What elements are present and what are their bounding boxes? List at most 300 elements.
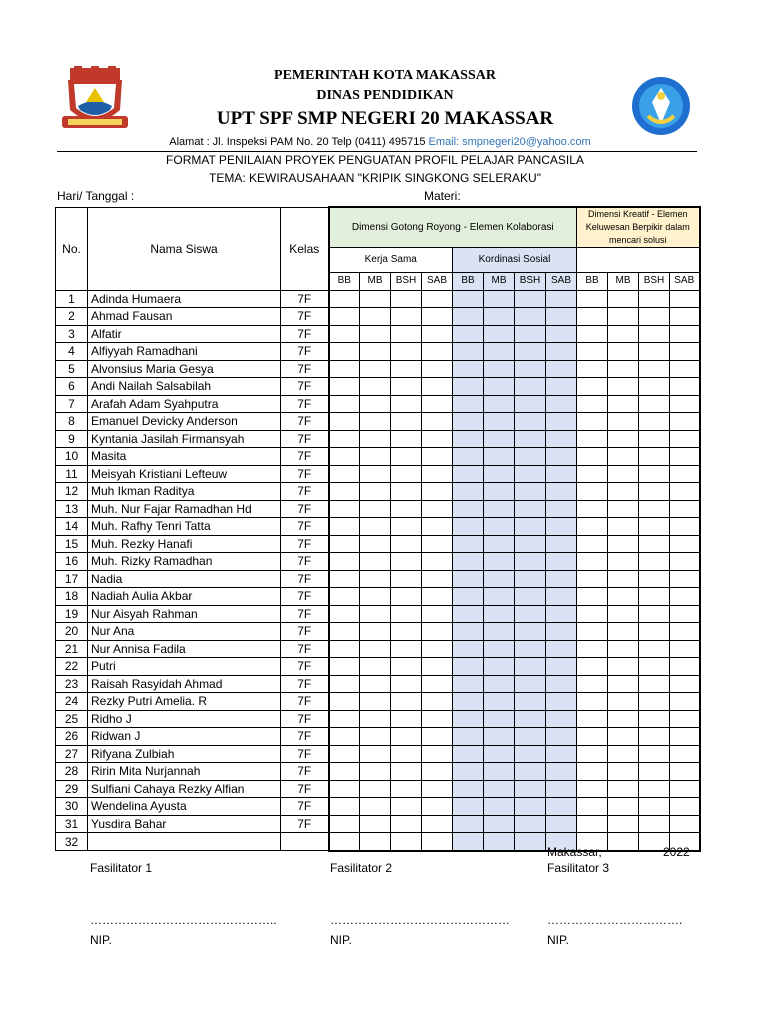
score-cell[interactable] xyxy=(453,728,484,746)
score-cell[interactable] xyxy=(608,728,639,746)
score-cell[interactable] xyxy=(329,308,360,326)
score-cell[interactable] xyxy=(670,378,700,396)
score-cell[interactable] xyxy=(608,325,639,343)
score-cell[interactable] xyxy=(329,430,360,448)
score-cell[interactable] xyxy=(422,518,453,536)
score-cell[interactable] xyxy=(484,728,515,746)
score-cell[interactable] xyxy=(391,553,422,571)
score-cell[interactable] xyxy=(422,465,453,483)
score-cell[interactable] xyxy=(360,430,391,448)
score-cell[interactable] xyxy=(577,395,608,413)
score-cell[interactable] xyxy=(639,500,670,518)
score-cell[interactable] xyxy=(360,588,391,606)
score-cell[interactable] xyxy=(577,483,608,501)
score-cell[interactable] xyxy=(391,430,422,448)
score-cell[interactable] xyxy=(546,693,577,711)
score-cell[interactable] xyxy=(515,745,546,763)
score-cell[interactable] xyxy=(577,343,608,361)
score-cell[interactable] xyxy=(670,780,700,798)
score-cell[interactable] xyxy=(515,500,546,518)
score-cell[interactable] xyxy=(329,500,360,518)
score-cell[interactable] xyxy=(670,570,700,588)
score-cell[interactable] xyxy=(515,728,546,746)
score-cell[interactable] xyxy=(546,553,577,571)
score-cell[interactable] xyxy=(608,343,639,361)
score-cell[interactable] xyxy=(391,343,422,361)
score-cell[interactable] xyxy=(608,605,639,623)
score-cell[interactable] xyxy=(515,343,546,361)
score-cell[interactable] xyxy=(484,378,515,396)
score-cell[interactable] xyxy=(546,623,577,641)
score-cell[interactable] xyxy=(670,518,700,536)
score-cell[interactable] xyxy=(639,378,670,396)
score-cell[interactable] xyxy=(391,378,422,396)
score-cell[interactable] xyxy=(484,833,515,851)
score-cell[interactable] xyxy=(391,815,422,833)
score-cell[interactable] xyxy=(608,833,639,851)
score-cell[interactable] xyxy=(391,798,422,816)
score-cell[interactable] xyxy=(515,430,546,448)
score-cell[interactable] xyxy=(546,675,577,693)
score-cell[interactable] xyxy=(577,623,608,641)
score-cell[interactable] xyxy=(360,728,391,746)
score-cell[interactable] xyxy=(670,815,700,833)
score-cell[interactable] xyxy=(453,798,484,816)
score-cell[interactable] xyxy=(329,465,360,483)
score-cell[interactable] xyxy=(608,413,639,431)
score-cell[interactable] xyxy=(670,290,700,308)
score-cell[interactable] xyxy=(546,378,577,396)
score-cell[interactable] xyxy=(608,658,639,676)
score-cell[interactable] xyxy=(484,308,515,326)
score-cell[interactable] xyxy=(360,710,391,728)
score-cell[interactable] xyxy=(577,745,608,763)
score-cell[interactable] xyxy=(515,640,546,658)
score-cell[interactable] xyxy=(484,658,515,676)
score-cell[interactable] xyxy=(639,535,670,553)
score-cell[interactable] xyxy=(515,780,546,798)
score-cell[interactable] xyxy=(670,675,700,693)
score-cell[interactable] xyxy=(639,780,670,798)
score-cell[interactable] xyxy=(484,430,515,448)
score-cell[interactable] xyxy=(546,815,577,833)
score-cell[interactable] xyxy=(515,413,546,431)
score-cell[interactable] xyxy=(422,798,453,816)
score-cell[interactable] xyxy=(546,518,577,536)
score-cell[interactable] xyxy=(546,395,577,413)
score-cell[interactable] xyxy=(453,815,484,833)
score-cell[interactable] xyxy=(360,325,391,343)
score-cell[interactable] xyxy=(422,728,453,746)
score-cell[interactable] xyxy=(329,395,360,413)
score-cell[interactable] xyxy=(639,465,670,483)
score-cell[interactable] xyxy=(577,763,608,781)
score-cell[interactable] xyxy=(360,465,391,483)
score-cell[interactable] xyxy=(360,413,391,431)
score-cell[interactable] xyxy=(515,448,546,466)
score-cell[interactable] xyxy=(608,623,639,641)
score-cell[interactable] xyxy=(453,378,484,396)
score-cell[interactable] xyxy=(546,710,577,728)
score-cell[interactable] xyxy=(546,500,577,518)
score-cell[interactable] xyxy=(546,798,577,816)
score-cell[interactable] xyxy=(360,360,391,378)
score-cell[interactable] xyxy=(608,588,639,606)
score-cell[interactable] xyxy=(329,658,360,676)
score-cell[interactable] xyxy=(391,308,422,326)
score-cell[interactable] xyxy=(391,518,422,536)
score-cell[interactable] xyxy=(391,833,422,851)
score-cell[interactable] xyxy=(453,588,484,606)
score-cell[interactable] xyxy=(329,343,360,361)
score-cell[interactable] xyxy=(670,763,700,781)
score-cell[interactable] xyxy=(360,500,391,518)
score-cell[interactable] xyxy=(639,623,670,641)
score-cell[interactable] xyxy=(670,413,700,431)
score-cell[interactable] xyxy=(546,465,577,483)
score-cell[interactable] xyxy=(546,325,577,343)
score-cell[interactable] xyxy=(453,343,484,361)
score-cell[interactable] xyxy=(515,623,546,641)
score-cell[interactable] xyxy=(422,343,453,361)
score-cell[interactable] xyxy=(639,518,670,536)
score-cell[interactable] xyxy=(546,413,577,431)
score-cell[interactable] xyxy=(670,605,700,623)
score-cell[interactable] xyxy=(639,308,670,326)
score-cell[interactable] xyxy=(453,325,484,343)
score-cell[interactable] xyxy=(484,395,515,413)
score-cell[interactable] xyxy=(670,483,700,501)
score-cell[interactable] xyxy=(360,693,391,711)
score-cell[interactable] xyxy=(515,763,546,781)
score-cell[interactable] xyxy=(453,675,484,693)
score-cell[interactable] xyxy=(546,588,577,606)
score-cell[interactable] xyxy=(453,483,484,501)
score-cell[interactable] xyxy=(360,483,391,501)
score-cell[interactable] xyxy=(515,710,546,728)
score-cell[interactable] xyxy=(515,325,546,343)
score-cell[interactable] xyxy=(577,465,608,483)
score-cell[interactable] xyxy=(453,448,484,466)
score-cell[interactable] xyxy=(422,675,453,693)
score-cell[interactable] xyxy=(639,728,670,746)
score-cell[interactable] xyxy=(453,658,484,676)
score-cell[interactable] xyxy=(422,588,453,606)
score-cell[interactable] xyxy=(484,675,515,693)
score-cell[interactable] xyxy=(608,395,639,413)
score-cell[interactable] xyxy=(670,430,700,448)
score-cell[interactable] xyxy=(360,570,391,588)
score-cell[interactable] xyxy=(422,378,453,396)
score-cell[interactable] xyxy=(360,745,391,763)
score-cell[interactable] xyxy=(391,570,422,588)
score-cell[interactable] xyxy=(515,290,546,308)
score-cell[interactable] xyxy=(608,640,639,658)
score-cell[interactable] xyxy=(577,500,608,518)
score-cell[interactable] xyxy=(577,798,608,816)
score-cell[interactable] xyxy=(515,833,546,851)
score-cell[interactable] xyxy=(608,693,639,711)
score-cell[interactable] xyxy=(546,448,577,466)
score-cell[interactable] xyxy=(670,448,700,466)
score-cell[interactable] xyxy=(670,728,700,746)
score-cell[interactable] xyxy=(608,500,639,518)
score-cell[interactable] xyxy=(670,693,700,711)
score-cell[interactable] xyxy=(670,745,700,763)
score-cell[interactable] xyxy=(515,570,546,588)
score-cell[interactable] xyxy=(670,588,700,606)
score-cell[interactable] xyxy=(360,658,391,676)
score-cell[interactable] xyxy=(577,710,608,728)
score-cell[interactable] xyxy=(639,360,670,378)
score-cell[interactable] xyxy=(329,623,360,641)
score-cell[interactable] xyxy=(484,745,515,763)
score-cell[interactable] xyxy=(329,640,360,658)
score-cell[interactable] xyxy=(639,343,670,361)
score-cell[interactable] xyxy=(422,745,453,763)
score-cell[interactable] xyxy=(329,378,360,396)
score-cell[interactable] xyxy=(484,325,515,343)
score-cell[interactable] xyxy=(546,658,577,676)
score-cell[interactable] xyxy=(329,763,360,781)
score-cell[interactable] xyxy=(515,378,546,396)
score-cell[interactable] xyxy=(670,465,700,483)
score-cell[interactable] xyxy=(422,710,453,728)
score-cell[interactable] xyxy=(453,465,484,483)
score-cell[interactable] xyxy=(639,483,670,501)
score-cell[interactable] xyxy=(422,640,453,658)
score-cell[interactable] xyxy=(515,518,546,536)
score-cell[interactable] xyxy=(546,483,577,501)
score-cell[interactable] xyxy=(577,588,608,606)
score-cell[interactable] xyxy=(577,430,608,448)
score-cell[interactable] xyxy=(515,658,546,676)
score-cell[interactable] xyxy=(577,290,608,308)
score-cell[interactable] xyxy=(391,675,422,693)
score-cell[interactable] xyxy=(391,483,422,501)
score-cell[interactable] xyxy=(608,535,639,553)
score-cell[interactable] xyxy=(360,640,391,658)
score-cell[interactable] xyxy=(577,448,608,466)
score-cell[interactable] xyxy=(391,500,422,518)
score-cell[interactable] xyxy=(453,360,484,378)
score-cell[interactable] xyxy=(422,535,453,553)
score-cell[interactable] xyxy=(360,780,391,798)
score-cell[interactable] xyxy=(391,710,422,728)
score-cell[interactable] xyxy=(422,815,453,833)
score-cell[interactable] xyxy=(484,763,515,781)
score-cell[interactable] xyxy=(422,325,453,343)
score-cell[interactable] xyxy=(391,290,422,308)
score-cell[interactable] xyxy=(484,798,515,816)
score-cell[interactable] xyxy=(577,658,608,676)
score-cell[interactable] xyxy=(546,780,577,798)
score-cell[interactable] xyxy=(484,710,515,728)
score-cell[interactable] xyxy=(422,658,453,676)
score-cell[interactable] xyxy=(670,798,700,816)
score-cell[interactable] xyxy=(484,448,515,466)
score-cell[interactable] xyxy=(577,605,608,623)
score-cell[interactable] xyxy=(670,623,700,641)
score-cell[interactable] xyxy=(360,535,391,553)
score-cell[interactable] xyxy=(360,395,391,413)
score-cell[interactable] xyxy=(577,728,608,746)
score-cell[interactable] xyxy=(329,448,360,466)
score-cell[interactable] xyxy=(329,570,360,588)
score-cell[interactable] xyxy=(484,500,515,518)
score-cell[interactable] xyxy=(639,815,670,833)
score-cell[interactable] xyxy=(453,290,484,308)
score-cell[interactable] xyxy=(639,658,670,676)
score-cell[interactable] xyxy=(670,658,700,676)
score-cell[interactable] xyxy=(546,290,577,308)
score-cell[interactable] xyxy=(608,675,639,693)
score-cell[interactable] xyxy=(484,588,515,606)
score-cell[interactable] xyxy=(546,308,577,326)
score-cell[interactable] xyxy=(484,290,515,308)
score-cell[interactable] xyxy=(484,553,515,571)
score-cell[interactable] xyxy=(577,518,608,536)
score-cell[interactable] xyxy=(608,745,639,763)
score-cell[interactable] xyxy=(453,780,484,798)
score-cell[interactable] xyxy=(546,763,577,781)
score-cell[interactable] xyxy=(515,605,546,623)
score-cell[interactable] xyxy=(639,553,670,571)
score-cell[interactable] xyxy=(360,833,391,851)
score-cell[interactable] xyxy=(515,553,546,571)
score-cell[interactable] xyxy=(422,500,453,518)
score-cell[interactable] xyxy=(577,570,608,588)
score-cell[interactable] xyxy=(608,710,639,728)
score-cell[interactable] xyxy=(329,588,360,606)
score-cell[interactable] xyxy=(484,623,515,641)
score-cell[interactable] xyxy=(670,325,700,343)
score-cell[interactable] xyxy=(453,833,484,851)
score-cell[interactable] xyxy=(453,640,484,658)
score-cell[interactable] xyxy=(639,413,670,431)
score-cell[interactable] xyxy=(608,378,639,396)
score-cell[interactable] xyxy=(608,465,639,483)
score-cell[interactable] xyxy=(391,693,422,711)
score-cell[interactable] xyxy=(391,763,422,781)
score-cell[interactable] xyxy=(608,483,639,501)
score-cell[interactable] xyxy=(329,413,360,431)
score-cell[interactable] xyxy=(515,395,546,413)
score-cell[interactable] xyxy=(608,518,639,536)
score-cell[interactable] xyxy=(329,710,360,728)
score-cell[interactable] xyxy=(391,745,422,763)
score-cell[interactable] xyxy=(391,413,422,431)
score-cell[interactable] xyxy=(670,360,700,378)
score-cell[interactable] xyxy=(391,395,422,413)
score-cell[interactable] xyxy=(329,518,360,536)
score-cell[interactable] xyxy=(484,483,515,501)
score-cell[interactable] xyxy=(515,483,546,501)
score-cell[interactable] xyxy=(608,570,639,588)
score-cell[interactable] xyxy=(670,500,700,518)
score-cell[interactable] xyxy=(329,833,360,851)
score-cell[interactable] xyxy=(391,640,422,658)
score-cell[interactable] xyxy=(422,763,453,781)
score-cell[interactable] xyxy=(360,553,391,571)
score-cell[interactable] xyxy=(577,413,608,431)
score-cell[interactable] xyxy=(329,693,360,711)
score-cell[interactable] xyxy=(391,325,422,343)
score-cell[interactable] xyxy=(329,483,360,501)
score-cell[interactable] xyxy=(515,798,546,816)
score-cell[interactable] xyxy=(329,360,360,378)
score-cell[interactable] xyxy=(546,640,577,658)
score-cell[interactable] xyxy=(360,815,391,833)
score-cell[interactable] xyxy=(515,675,546,693)
score-cell[interactable] xyxy=(639,395,670,413)
score-cell[interactable] xyxy=(360,623,391,641)
score-cell[interactable] xyxy=(484,535,515,553)
score-cell[interactable] xyxy=(391,360,422,378)
score-cell[interactable] xyxy=(391,605,422,623)
score-cell[interactable] xyxy=(329,675,360,693)
score-cell[interactable] xyxy=(639,570,670,588)
score-cell[interactable] xyxy=(608,430,639,448)
score-cell[interactable] xyxy=(639,710,670,728)
score-cell[interactable] xyxy=(453,395,484,413)
score-cell[interactable] xyxy=(453,518,484,536)
score-cell[interactable] xyxy=(484,465,515,483)
score-cell[interactable] xyxy=(546,360,577,378)
score-cell[interactable] xyxy=(546,605,577,623)
score-cell[interactable] xyxy=(577,553,608,571)
score-cell[interactable] xyxy=(484,815,515,833)
score-cell[interactable] xyxy=(422,308,453,326)
score-cell[interactable] xyxy=(639,675,670,693)
score-cell[interactable] xyxy=(391,448,422,466)
score-cell[interactable] xyxy=(546,728,577,746)
score-cell[interactable] xyxy=(422,360,453,378)
score-cell[interactable] xyxy=(608,553,639,571)
score-cell[interactable] xyxy=(515,535,546,553)
score-cell[interactable] xyxy=(391,465,422,483)
score-cell[interactable] xyxy=(453,623,484,641)
score-cell[interactable] xyxy=(546,343,577,361)
score-cell[interactable] xyxy=(515,588,546,606)
score-cell[interactable] xyxy=(670,395,700,413)
score-cell[interactable] xyxy=(453,693,484,711)
score-cell[interactable] xyxy=(608,763,639,781)
score-cell[interactable] xyxy=(453,500,484,518)
score-cell[interactable] xyxy=(329,728,360,746)
score-cell[interactable] xyxy=(670,710,700,728)
score-cell[interactable] xyxy=(639,325,670,343)
score-cell[interactable] xyxy=(329,553,360,571)
score-cell[interactable] xyxy=(515,465,546,483)
score-cell[interactable] xyxy=(360,343,391,361)
score-cell[interactable] xyxy=(453,308,484,326)
score-cell[interactable] xyxy=(453,413,484,431)
score-cell[interactable] xyxy=(329,815,360,833)
score-cell[interactable] xyxy=(608,360,639,378)
score-cell[interactable] xyxy=(484,343,515,361)
score-cell[interactable] xyxy=(546,745,577,763)
score-cell[interactable] xyxy=(422,693,453,711)
score-cell[interactable] xyxy=(639,745,670,763)
score-cell[interactable] xyxy=(515,308,546,326)
score-cell[interactable] xyxy=(453,553,484,571)
score-cell[interactable] xyxy=(422,570,453,588)
score-cell[interactable] xyxy=(577,535,608,553)
score-cell[interactable] xyxy=(670,343,700,361)
score-cell[interactable] xyxy=(577,693,608,711)
score-cell[interactable] xyxy=(484,640,515,658)
